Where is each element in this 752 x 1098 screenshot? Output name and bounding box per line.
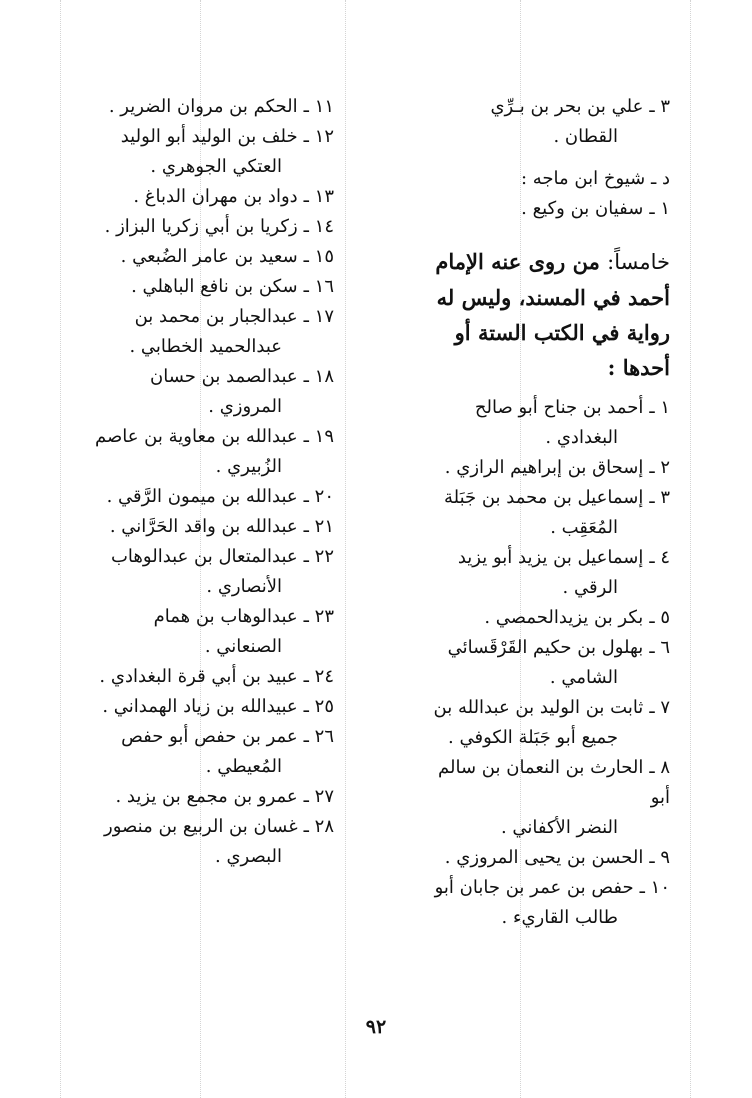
entry-continuation: البصري . (215, 846, 282, 867)
entry-number: ٧ ـ (649, 697, 670, 718)
scan-guide-line (690, 0, 692, 1098)
entry-text: إسحاق بن إبراهيم الرازي . (444, 457, 644, 478)
list-item (420, 483, 670, 543)
list-item (72, 662, 334, 692)
entry-number: ١ ـ (649, 397, 670, 418)
entry-text: ثابت بن الوليد بن عبدالله بن (433, 697, 644, 718)
list-item (72, 122, 334, 182)
entry-text: عبيد بن أبي قرة البغدادي . (99, 666, 298, 687)
list-item (72, 422, 334, 482)
list-item (72, 812, 334, 872)
list-item (72, 302, 334, 362)
entry-continuation: جميع أبو جَبَلة الكوفي . (448, 727, 618, 748)
entry-number: ١٨ ـ (303, 366, 334, 387)
entry-number: ٢٤ ـ (303, 666, 334, 687)
entry-continuation: الشامي . (549, 667, 618, 688)
entry-number: ٢٨ ـ (303, 816, 334, 837)
list-item (72, 782, 334, 812)
entry-number: ١٦ ـ (303, 276, 334, 297)
list-item (72, 92, 334, 122)
list-item (420, 603, 670, 633)
list-item (420, 693, 670, 753)
entry-text: بكر بن يزيدالحمصي . (484, 607, 644, 628)
entry-text: عبدالله بن واقد الحَرَّاني . (109, 516, 298, 537)
entry-text: دواد بن مهران الدباغ . (133, 186, 298, 207)
entry-number: ١ ـ (649, 198, 670, 219)
entry-number: ٣ ـ (649, 487, 670, 508)
list-item (420, 543, 670, 603)
entry-continuation: المُعيطي . (205, 756, 282, 777)
entry-number: ٦ ـ (649, 637, 670, 658)
list-item (72, 512, 334, 542)
entry-text: سكن بن نافع الباهلي . (131, 276, 298, 297)
entry-number: ٣ ـ (649, 96, 670, 117)
list-item (72, 602, 334, 662)
entry-number: ١٢ ـ (303, 126, 334, 147)
list-item (420, 92, 670, 152)
entry-text: بهلول بن حكيم القَرْقَسائي (447, 637, 644, 658)
entry-continuation: القطان . (553, 126, 618, 147)
list-item (420, 453, 670, 483)
entry-continuation: الزُبيري . (215, 456, 282, 477)
list-item (420, 194, 670, 224)
entry-text: خلف بن الوليد أبو الوليد (120, 126, 298, 147)
list-item (72, 362, 334, 422)
entry-text: عبدالله بن ميمون الرَّقي . (106, 486, 298, 507)
page-number: ٩٢ (365, 1016, 387, 1038)
section-heading-lead: خامساً: (607, 250, 670, 274)
entry-continuation: المُعَقِب . (550, 517, 618, 538)
entry-text: زكريا بن أبي زكريا البزاز . (104, 216, 298, 237)
list-item (72, 242, 334, 272)
entry-number: ٢٠ ـ (303, 486, 334, 507)
entry-number: ١٣ ـ (303, 186, 334, 207)
entry-number: ١٩ ـ (303, 426, 334, 447)
entry-continuation: الرقي . (562, 577, 618, 598)
list-item (420, 873, 670, 933)
entry-number: ٢ ـ (649, 457, 670, 478)
entry-continuation: الأنصاري . (206, 576, 282, 597)
entry-text: عبدالجبار بن محمد بن (134, 306, 298, 327)
scan-guide-line (60, 0, 62, 1098)
entry-number: ١٧ ـ (303, 306, 334, 327)
entry-text: سفيان بن وكيع . (521, 198, 644, 219)
entry-number: ٢٦ ـ (303, 726, 334, 747)
entry-number: ١٥ ـ (303, 246, 334, 267)
entry-continuation: طالب القاريء . (501, 907, 618, 928)
entry-list-block3 (420, 393, 670, 933)
section-heading-text: من روى عنه الإمام أحمد في المسند، وليس له رواية في الكتب الستة أو أحدها : (435, 249, 670, 380)
entry-text: إسماعيل بن محمد بن جَبَلة (443, 487, 644, 508)
entry-number: ٩ ـ (649, 847, 670, 868)
list-item (72, 272, 334, 302)
list-item (72, 182, 334, 212)
entry-number: ١٠ ـ (639, 877, 670, 898)
entry-number: ٢٧ ـ (303, 786, 334, 807)
section-subheading: د ـ شيوخ ابن ماجه : (520, 168, 670, 189)
entry-text: علي بن بحر بن بـرِّي (490, 96, 644, 117)
entry-text: عمرو بن مجمع بن يزيد . (115, 786, 298, 807)
entry-number: ٨ ـ (649, 757, 670, 778)
entry-text: عبدالمتعال بن عبدالوهاب (110, 546, 298, 567)
entry-continuation: العتكي الجوهري . (150, 156, 282, 177)
entry-text: عبدالصمد بن حسان (150, 366, 298, 387)
list-item (420, 393, 670, 453)
list-item (420, 633, 670, 693)
entry-number: ٤ ـ (649, 547, 670, 568)
entry-list-block1 (420, 92, 670, 152)
entry-list (72, 92, 334, 872)
entry-number: ١٤ ـ (303, 216, 334, 237)
entry-text: الحارث بن النعمان بن سالم أبو (438, 757, 670, 808)
entry-text: أحمد بن جناح أبو صالح (474, 397, 644, 418)
entry-continuation: المروزي . (208, 396, 282, 417)
list-item (72, 722, 334, 782)
list-item (72, 692, 334, 722)
entry-continuation: البغدادي . (545, 427, 618, 448)
section-heading (420, 244, 670, 385)
list-item (72, 212, 334, 242)
list-item (72, 542, 334, 602)
list-item (72, 482, 334, 512)
entry-number: ٢٣ ـ (303, 606, 334, 627)
entry-number: ٥ ـ (649, 607, 670, 628)
entry-number: ٢١ ـ (303, 516, 334, 537)
entry-text: عبيدالله بن زياد الهمداني . (102, 696, 298, 717)
entry-number: ٢٢ ـ (303, 546, 334, 567)
entry-text: عبدالله بن معاوية بن عاصم (94, 426, 298, 447)
entry-continuation: الصنعاني . (204, 636, 282, 657)
list-item (420, 843, 670, 873)
right-column (420, 92, 670, 933)
list-item (420, 753, 670, 843)
entry-text: عبدالوهاب بن همام (153, 606, 298, 627)
entry-text: الحسن بن يحيى المروزي . (444, 847, 644, 868)
entry-text: حفص بن عمر بن جابان أبو (434, 877, 634, 898)
entry-text: سعيد بن عامر الضُبعي . (120, 246, 298, 267)
entry-text: غسان بن الربيع بن منصور (104, 816, 298, 837)
entry-continuation: عبدالحميد الخطابي . (129, 336, 282, 357)
entry-continuation: النضر الأكفاني . (500, 817, 618, 838)
entry-list-block2 (420, 194, 670, 224)
left-column (72, 92, 334, 872)
entry-text: عمر بن حفص أبو حفص (121, 726, 298, 747)
entry-text: الحكم بن مروان الضرير . (108, 96, 298, 117)
entry-text: إسماعيل بن يزيد أبو يزيد (457, 547, 644, 568)
entry-number: ١١ ـ (303, 96, 334, 117)
scan-guide-line (345, 0, 347, 1098)
entry-number: ٢٥ ـ (303, 696, 334, 717)
